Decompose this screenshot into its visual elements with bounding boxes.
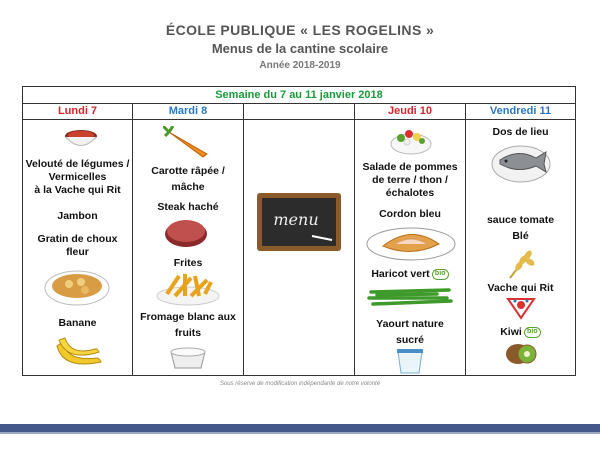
menu-item: Steak haché	[157, 201, 219, 213]
fish-icon	[490, 142, 552, 184]
menu-item: échalotes	[385, 187, 435, 199]
gratin-icon	[43, 266, 111, 308]
salad-icon	[389, 124, 433, 156]
banana-icon	[53, 332, 105, 372]
column-tuesday	[133, 104, 244, 375]
day-header-friday: Vendredi 11	[466, 104, 575, 120]
menu-item: Cordon bleu	[379, 208, 441, 220]
column-friday	[466, 104, 575, 375]
bio-badge-icon: bio	[524, 327, 541, 338]
header	[0, 22, 600, 71]
yogurt-cup-icon	[395, 348, 425, 374]
carrot-icon	[163, 126, 213, 160]
menu-item: sucré	[395, 334, 425, 346]
day-header-thursday: Jeudi 10	[355, 104, 465, 120]
yogurt-icon	[168, 344, 208, 370]
green-beans-icon	[367, 284, 453, 306]
menu-item: Vermicelles	[48, 171, 107, 183]
chalkboard-text: menu	[273, 210, 319, 229]
steak-icon	[163, 215, 209, 249]
menu-item: Vache qui Rit	[487, 282, 554, 294]
school-name: ÉCOLE PUBLIQUE « LES ROGELINS »	[165, 22, 435, 38]
menu-table	[22, 86, 576, 376]
column-wednesday	[244, 104, 355, 375]
day-header-tuesday: Mardi 8	[133, 104, 243, 120]
footer-bar-shadow	[0, 432, 600, 434]
menu-item: à la Vache qui Rit	[34, 184, 121, 196]
disclaimer: Sous réserve de modification indépendante de notre volonté	[219, 381, 381, 387]
menu-item: Carotte râpée /	[151, 165, 225, 177]
menu-item: Yaourt nature	[376, 318, 444, 330]
menu-item: Gratin de choux	[37, 233, 118, 245]
menu-item-label: Kiwi	[500, 326, 522, 338]
menu-item	[466, 326, 575, 339]
menu-item: Blé	[512, 230, 529, 242]
menu-item: Jambon	[57, 210, 98, 222]
fries-icon	[155, 270, 221, 306]
menu-item: fruits	[174, 327, 202, 339]
soup-icon	[63, 124, 99, 154]
chalkboard-icon	[256, 192, 342, 252]
wheat-icon	[506, 248, 536, 280]
menu-item: Salade de pommes	[362, 161, 458, 173]
footer-bar	[0, 424, 600, 432]
cordon-bleu-icon	[365, 222, 457, 262]
menu-item-label: Haricot vert	[371, 268, 430, 280]
menu-item: Frites	[173, 257, 203, 269]
bio-badge-icon: bio	[432, 269, 449, 280]
week-banner: Semaine du 7 au 11 janvier 2018	[23, 87, 575, 104]
menu-item: Banane	[58, 317, 97, 329]
menu-item: sauce tomate	[486, 214, 555, 226]
page-subtitle: Menus de la cantine scolaire	[211, 41, 389, 56]
menu-item: de terre / thon /	[372, 174, 448, 186]
menu-item	[355, 268, 465, 281]
menu-item: Dos de lieu	[492, 126, 549, 138]
menu-item: Fromage blanc aux	[140, 311, 236, 323]
kiwi-icon	[504, 340, 538, 366]
menu-item: fleur	[66, 246, 89, 258]
day-header-wednesday	[244, 104, 354, 120]
cheese-icon	[506, 296, 536, 320]
school-year: Année 2018-2019	[259, 60, 341, 71]
column-monday	[23, 104, 133, 375]
column-thursday	[355, 104, 466, 375]
menu-item: Velouté de légumes /	[25, 158, 130, 170]
day-header-monday: Lundi 7	[23, 104, 132, 120]
menu-item: mâche	[171, 181, 205, 193]
